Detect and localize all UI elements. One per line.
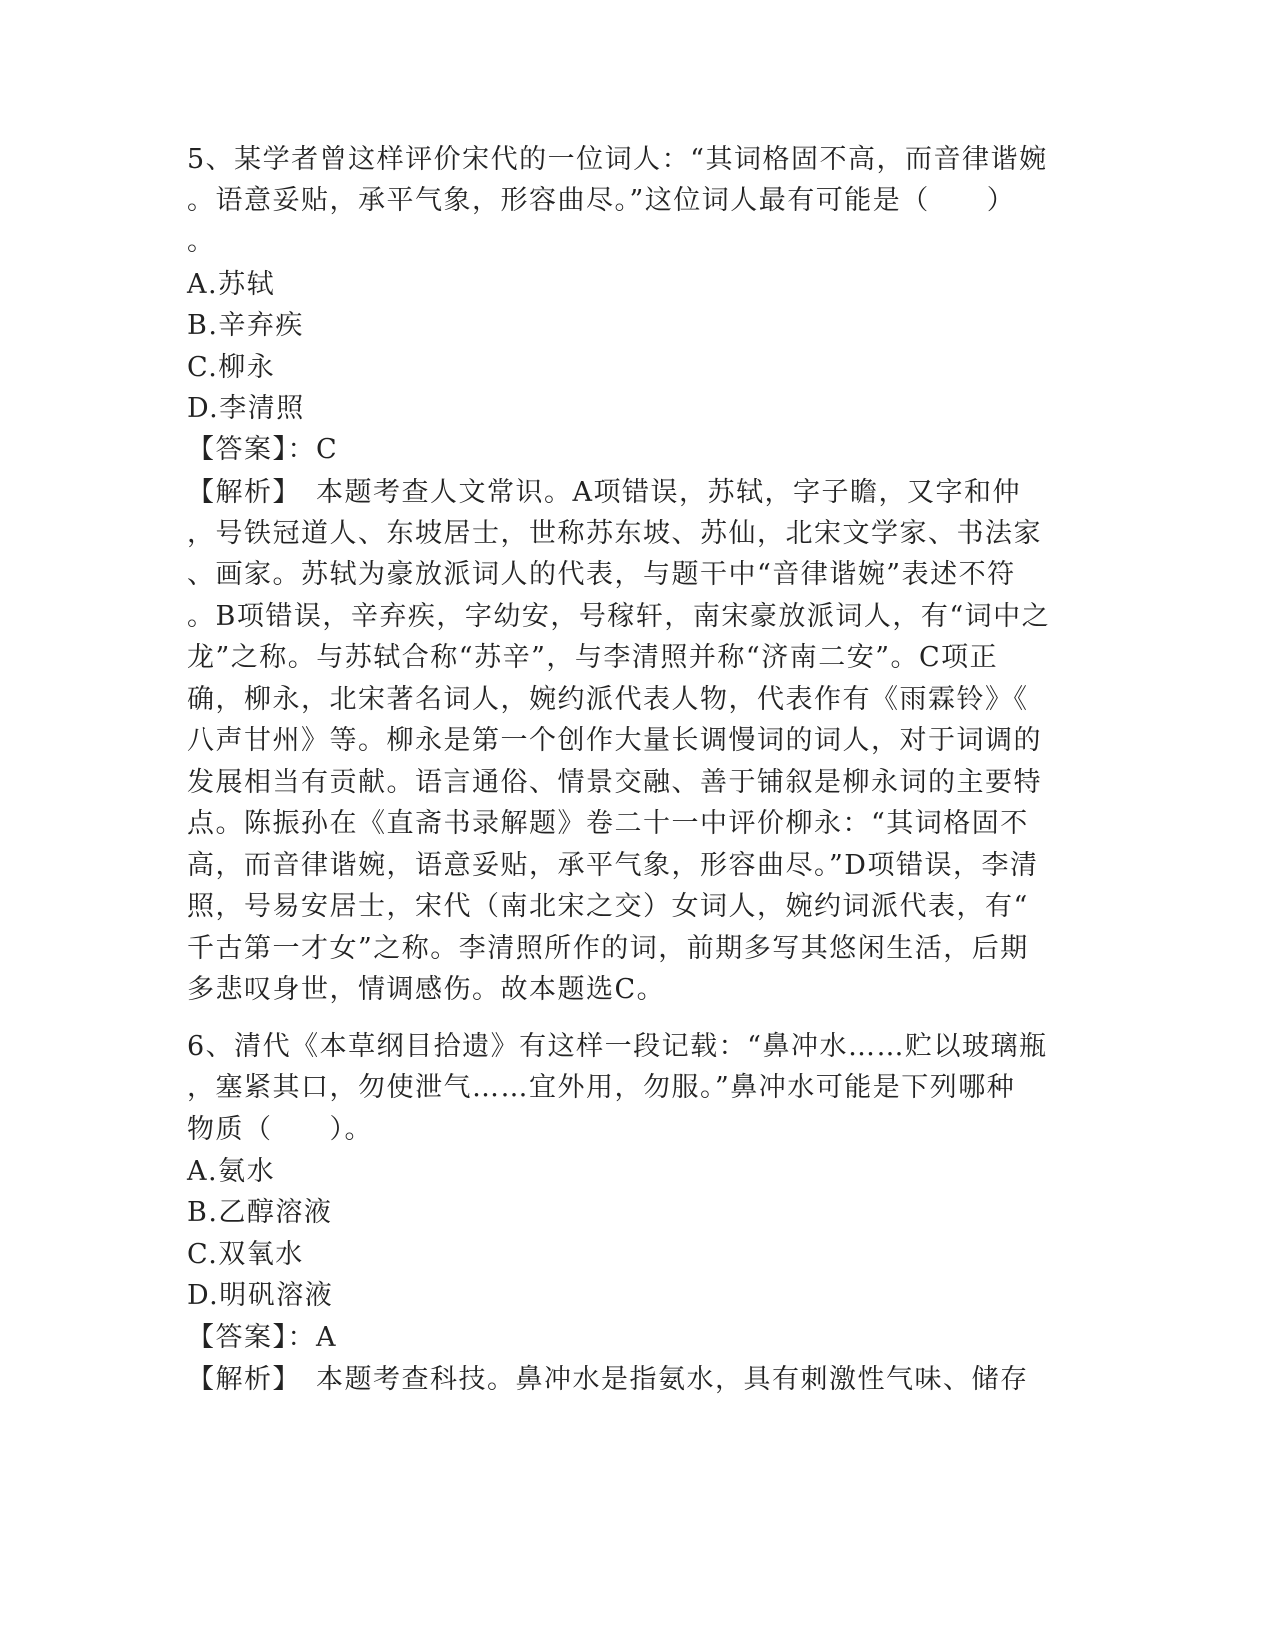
option-d: D.明矾溶液 (187, 1280, 334, 1311)
analysis-line: 【解析】 本题考查人文常识。A项错误，苏轼，字子瞻，又字和仲 (187, 477, 1021, 508)
option-a: A.氨水 (187, 1156, 276, 1187)
answer: 【答案】：A (187, 1322, 337, 1353)
question-stem-line: ，塞紧其口，勿使泄气……宜外用，勿服。”鼻冲水可能是下列哪种 (187, 1072, 1016, 1103)
option-a: A.苏轼 (187, 269, 276, 300)
analysis-line: 点。陈振孙在《直斋书录解题》卷二十一中评价柳永：“其词格固不 (187, 808, 1029, 839)
analysis-line: 【解析】 本题考查科技。鼻冲水是指氨水，具有刺激性气味、储存 (187, 1364, 1029, 1395)
analysis-line: 确，柳永，北宋著名词人，婉约派代表人物，代表作有《雨霖铃》《 (187, 684, 1029, 715)
analysis-line: 龙”之称。与苏轼合称“苏辛”，与李清照并称“济南二安”。C项正 (187, 642, 999, 673)
analysis-line: 多悲叹身世，情调感伤。故本题选C。 (187, 974, 666, 1005)
analysis-line: ，号铁冠道人、东坡居士，世称苏东坡、苏仙，北宋文学家、书法家 (187, 518, 1042, 549)
question-stem-line: 。语意妥贴，承平气象，形容曲尽。”这位词人最有可能是（ ） (187, 185, 1016, 216)
analysis-line: 照，号易安居士，宋代（南北宋之交）女词人，婉约词派代表，有“ (187, 891, 1029, 922)
option-c: C.双氧水 (187, 1239, 304, 1270)
option-b: B.乙醇溶液 (187, 1197, 333, 1228)
answer: 【答案】：C (187, 434, 339, 465)
analysis-line: 千古第一才女”之称。李清照所作的词，前期多写其悠闲生活，后期 (187, 933, 1029, 964)
option-c: C.柳永 (187, 352, 276, 383)
analysis-line: 。B项错误，辛弃疾，字幼安，号稼轩，南宋豪放派词人，有“词中之 (187, 601, 1051, 632)
question-stem-line: 物质（ ）。 (187, 1114, 373, 1145)
option-d: D.李清照 (187, 393, 305, 424)
analysis-line: 发展相当有贡献。语言通俗、情景交融、善于铺叙是柳永词的主要特 (187, 767, 1042, 798)
option-b: B.辛弃疾 (187, 310, 304, 341)
analysis-line: 、画家。苏轼为豪放派词人的代表，与题干中“音律谐婉”表述不符 (187, 559, 1016, 590)
question-stem-line: 6、清代《本草纲目拾遗》有这样一段记载：“鼻冲水……贮以玻璃瓶 (187, 1031, 1048, 1062)
analysis-line: 八声甘州》等。柳永是第一个创作大量长调慢词的词人，对于词调的 (187, 725, 1042, 756)
question-stem-line: 。 (187, 226, 216, 257)
question-stem-line: 5、某学者曾这样评价宋代的一位词人：“其词格固不高，而音律谐婉 (187, 144, 1048, 175)
analysis-line: 高，而音律谐婉，语意妥贴，承平气象，形容曲尽。”D项错误，李清 (187, 850, 1039, 881)
